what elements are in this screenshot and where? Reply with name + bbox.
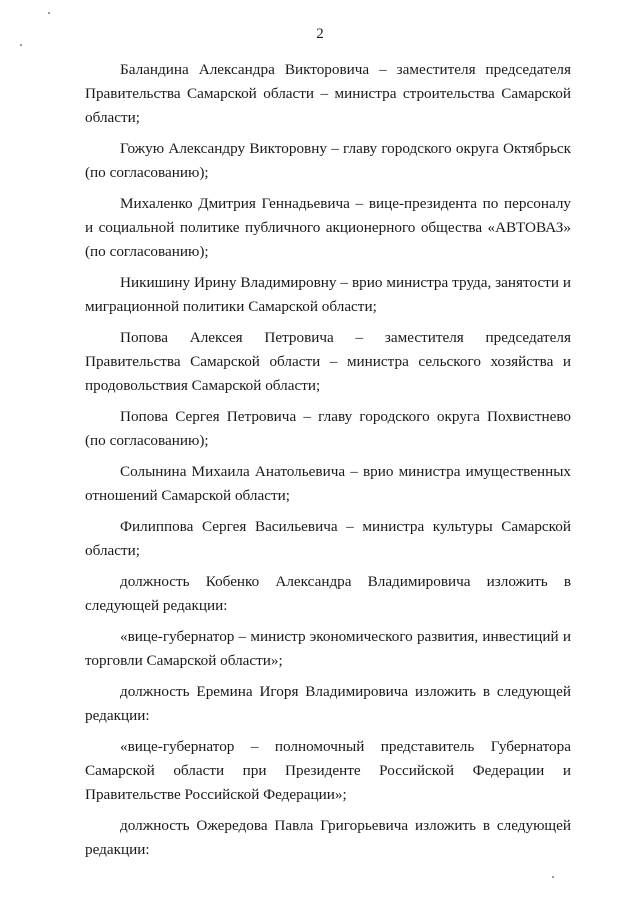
scan-speck: [20, 44, 22, 46]
paragraph-kobenko-title: «вице-губернатор – министр экономического развития, инвестиций и торговли Самарской области»;: [85, 628, 571, 669]
paragraph-nikishina: Никишину Ирину Владимировну – врио министра труда, занятости и миграционной политики Самарской области;: [85, 274, 571, 315]
paragraph-gozhaya: Гожую Александру Викторовну – главу городского округа Октябрьск (по согласованию);: [85, 140, 571, 181]
paragraph-eremin-title: «вице-губернатор – полномочный представитель Губернатора Самарской области при Президенте Российской Федерации и Правительстве Российской Федерации»;: [85, 738, 571, 803]
paragraph-kobenko-position: должность Кобенко Александра Владимировича изложить в следующей редакции:: [85, 573, 571, 614]
scan-speck: [48, 12, 50, 14]
paragraph-filippov: Филиппова Сергея Васильевича – министра культуры Самарской области;: [85, 518, 571, 559]
paragraph-ozheredov-position: должность Ожередова Павла Григорьевича изложить в следующей редакции:: [85, 817, 571, 858]
page-number: 2: [316, 26, 324, 42]
paragraph-popov-alexey: Попова Алексея Петровича – заместителя председателя Правительства Самарской области – министра сельского хозяйства и продовольствия Самарской области;: [85, 329, 571, 394]
scan-speck: [552, 876, 554, 878]
paragraph-eremin-position: должность Еремина Игоря Владимировича изложить в следующей редакции:: [85, 683, 571, 724]
paragraph-solynin: Солынина Михаила Анатольевича – врио министра имущественных отношений Самарской области;: [85, 463, 571, 504]
paragraph-popov-sergey: Попова Сергея Петровича – главу городского округа Похвистнево (по согласованию);: [85, 408, 571, 449]
paragraph-mikhalenko: Михаленко Дмитрия Геннадьевича – вице-президента по персоналу и социальной политике публичного акционерного общества «АВТОВАЗ» (по согласованию);: [85, 195, 571, 260]
paragraph-balandin: Баландина Александра Викторовича – заместителя председателя Правительства Самарской области – министра строительства Самарской области;: [85, 61, 571, 126]
document-body: [85, 58, 571, 869]
